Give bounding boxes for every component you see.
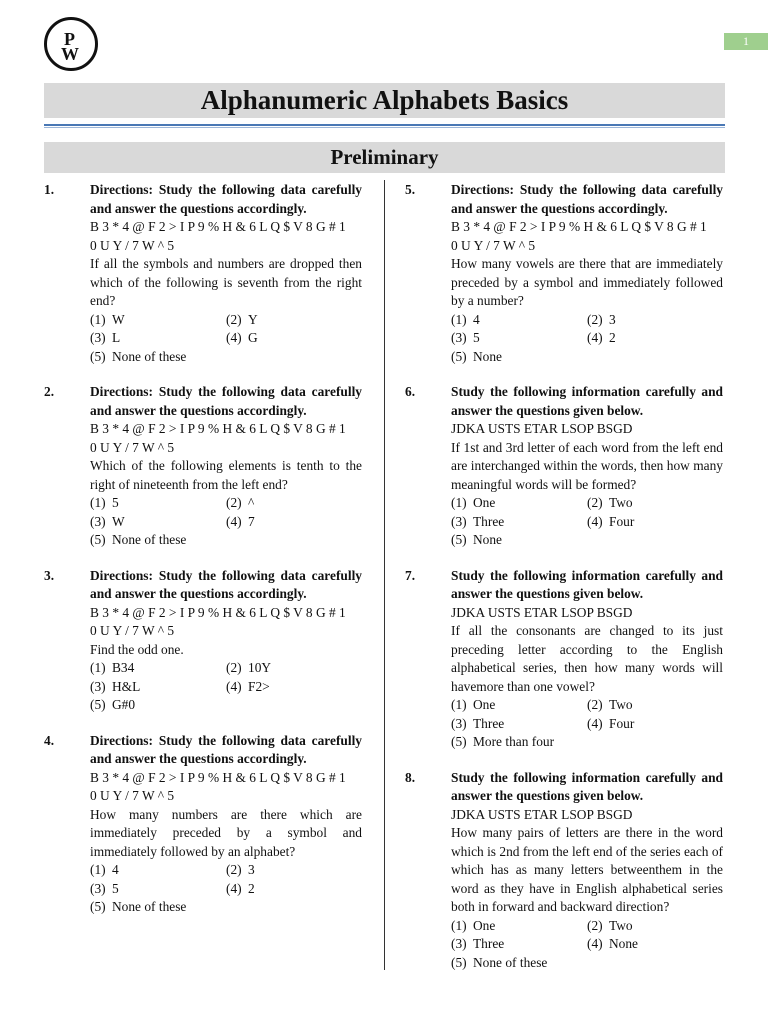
option-item <box>226 678 362 697</box>
option-text: L <box>112 330 121 345</box>
question-series-continued: 0 U Y / 7 W ^ 5 <box>90 237 175 253</box>
question-series-continued: 0 U Y / 7 W ^ 5 <box>90 439 175 455</box>
option-number: (1) <box>451 697 467 712</box>
question-text: How many vowels are there that are immediately preceded by a symbol and immediately followed by a number? <box>451 256 723 308</box>
option-item <box>226 659 362 678</box>
option-item <box>90 329 226 348</box>
title-divider-thin <box>44 127 725 128</box>
option-text: None of these <box>473 954 548 970</box>
question-directions: Directions: Study the following data carefully and answer the questions accordingly. <box>90 384 362 418</box>
option-text: 4 <box>112 862 119 877</box>
question-block <box>44 181 362 366</box>
question-number: 6. <box>405 384 416 399</box>
option-item <box>451 715 587 734</box>
question-directions: Directions: Study the following data carefully and answer the questions accordingly. <box>90 567 362 601</box>
option-text: H&L <box>112 678 141 694</box>
question-text: If all the consonants are changed to its just preceding letter according to the English alphabetical series, then how many words will havemore than one vowel? <box>451 623 723 694</box>
option-number: (4) <box>587 330 603 345</box>
option-item <box>226 880 362 899</box>
option-item <box>90 880 226 899</box>
option-number: (4) <box>226 678 242 694</box>
option-number: (2) <box>226 495 242 510</box>
option-item <box>587 935 723 954</box>
question-block <box>44 567 362 715</box>
option-number: (2) <box>587 311 603 327</box>
option-text: Y <box>248 311 258 327</box>
option-text: None <box>473 348 503 364</box>
title-divider <box>44 124 725 126</box>
option-number: (3) <box>90 330 106 345</box>
question-series-continued: 0 U Y / 7 W ^ 5 <box>90 788 175 803</box>
option-text: None <box>473 532 503 547</box>
pw-logo <box>44 17 98 71</box>
option-item <box>451 329 587 348</box>
question-number: 1. <box>44 182 55 197</box>
option-text: 2 <box>248 880 255 896</box>
svg-text:P: P <box>64 29 75 49</box>
pw-logo-mark <box>47 20 95 68</box>
option-text: 7 <box>248 513 255 529</box>
option-number: (2) <box>226 862 242 877</box>
option-item <box>90 311 226 330</box>
options-list <box>451 917 723 973</box>
column-divider <box>384 180 385 970</box>
option-number: (5) <box>451 954 467 970</box>
option-text: Four <box>609 513 635 529</box>
option-item <box>451 348 587 367</box>
question-text: How many numbers are there which are immediately preceded by a symbol and immediately followed by an alphabet? <box>90 806 362 859</box>
question-text: Find the odd one. <box>90 641 184 657</box>
option-item <box>451 494 587 513</box>
option-text: ^ <box>248 495 255 510</box>
option-number: (4) <box>226 513 242 529</box>
option-item <box>451 917 587 936</box>
question-block <box>405 181 723 366</box>
option-item <box>587 311 723 330</box>
options-list <box>90 659 362 715</box>
option-item <box>226 311 362 330</box>
question-series: B 3 * 4 @ F 2 > I P 9 % H & 6 L Q $ V 8 G # 1 <box>90 604 346 620</box>
option-text: W <box>112 311 125 327</box>
option-item <box>90 696 226 715</box>
option-number: (2) <box>226 311 242 327</box>
option-number: (2) <box>226 660 242 675</box>
option-text: More than four <box>473 734 555 749</box>
option-item <box>451 954 587 973</box>
question-series: B 3 * 4 @ F 2 > I P 9 % H & 6 L Q $ V 8 G # 1 <box>90 219 346 234</box>
option-item <box>90 861 226 880</box>
question-block <box>44 383 362 550</box>
option-number: (5) <box>451 532 467 547</box>
question-directions: Directions: Study the following data carefully and answer the questions accordingly. <box>90 732 362 766</box>
option-text: Two <box>609 917 633 933</box>
option-number: (2) <box>587 697 603 712</box>
option-text: None of these <box>112 348 187 364</box>
question-number: 7. <box>405 567 416 583</box>
question-series-continued: 0 U Y / 7 W ^ 5 <box>90 623 175 638</box>
question-number: 8. <box>405 769 416 785</box>
option-item <box>587 696 723 715</box>
options-list <box>90 311 362 367</box>
option-text: W <box>112 513 125 529</box>
option-number: (3) <box>90 880 106 896</box>
option-text: Three <box>473 513 505 529</box>
question-directions: Directions: Study the following data carefully and answer the questions accordingly. <box>90 182 362 216</box>
left-column <box>44 181 362 934</box>
option-item <box>451 531 587 550</box>
option-item <box>90 513 226 532</box>
question-body <box>451 769 723 973</box>
option-text: G <box>248 330 258 345</box>
question-number: 2. <box>44 384 55 399</box>
option-text: 10Y <box>248 660 272 675</box>
question-block <box>405 383 723 550</box>
options-list <box>451 311 723 367</box>
option-number: (3) <box>451 513 467 529</box>
question-block <box>405 567 723 752</box>
option-item <box>451 733 587 752</box>
question-series: B 3 * 4 @ F 2 > I P 9 % H & 6 L Q $ V 8 G # 1 <box>451 219 707 234</box>
option-number: (1) <box>90 495 106 510</box>
option-item <box>226 861 362 880</box>
page-number: 1 <box>724 33 768 50</box>
option-text: Two <box>609 697 633 712</box>
option-text: 5 <box>473 330 480 345</box>
option-text: 3 <box>248 862 255 877</box>
option-text: B34 <box>112 660 135 675</box>
option-number: (3) <box>90 513 106 529</box>
option-item <box>226 329 362 348</box>
option-text: F2> <box>248 678 270 694</box>
option-number: (5) <box>90 697 106 712</box>
option-number: (4) <box>587 715 603 731</box>
option-text: 3 <box>609 311 616 327</box>
option-item <box>451 513 587 532</box>
option-item <box>587 917 723 936</box>
option-number: (4) <box>226 330 242 345</box>
option-text: One <box>473 495 496 510</box>
option-text: Four <box>609 715 635 731</box>
options-list <box>90 861 362 917</box>
option-item <box>451 311 587 330</box>
option-number: (4) <box>226 880 242 896</box>
option-number: (2) <box>587 917 603 933</box>
question-body <box>90 181 362 366</box>
page-title: Alphanumeric Alphabets Basics <box>44 83 725 118</box>
option-text: One <box>473 917 496 933</box>
option-number: (5) <box>451 348 467 364</box>
question-text: If all the symbols and numbers are dropped then which of the following is seventh from the right end? <box>90 256 362 308</box>
option-text: None of these <box>112 532 187 547</box>
option-item <box>587 329 723 348</box>
question-body <box>90 732 362 917</box>
option-number: (2) <box>587 495 603 510</box>
option-item <box>451 935 587 954</box>
option-number: (3) <box>451 936 467 951</box>
section-heading: Preliminary <box>44 142 725 173</box>
option-number: (5) <box>90 532 106 547</box>
option-number: (1) <box>451 311 467 327</box>
option-text: Three <box>473 715 505 731</box>
option-number: (3) <box>90 678 106 694</box>
question-series: JDKA USTS ETAR LSOP BSGD <box>451 604 633 620</box>
option-text: One <box>473 697 496 712</box>
option-item <box>90 898 226 917</box>
question-series-continued: 0 U Y / 7 W ^ 5 <box>451 237 536 253</box>
option-number: (4) <box>587 513 603 529</box>
question-text: Which of the following elements is tenth to the right of nineteenth from the left end? <box>90 458 362 492</box>
question-text: If 1st and 3rd letter of each word from the left end are interchanged within the words, then how many meaningful words will be formed? <box>451 439 723 492</box>
question-body <box>451 181 723 366</box>
option-item <box>226 494 362 513</box>
option-text: None <box>609 936 639 951</box>
option-text: 4 <box>473 311 480 327</box>
option-text: Three <box>473 936 505 951</box>
option-number: (1) <box>90 862 106 877</box>
question-number: 3. <box>44 567 55 583</box>
option-item <box>587 513 723 532</box>
options-list <box>451 494 723 550</box>
question-series: JDKA USTS ETAR LSOP BSGD <box>451 806 633 822</box>
question-series: B 3 * 4 @ F 2 > I P 9 % H & 6 L Q $ V 8 G # 1 <box>90 421 346 436</box>
option-number: (3) <box>451 330 467 345</box>
question-body <box>451 567 723 752</box>
option-number: (5) <box>90 899 106 914</box>
option-number: (1) <box>90 660 106 675</box>
question-directions: Study the following information carefully and answer the questions given below. <box>451 769 723 803</box>
option-item <box>587 494 723 513</box>
option-text: 5 <box>112 495 119 510</box>
option-number: (1) <box>90 311 106 327</box>
question-directions: Directions: Study the following data carefully and answer the questions accordingly. <box>451 182 723 216</box>
option-number: (5) <box>451 734 467 749</box>
option-item <box>90 348 226 367</box>
options-list <box>90 494 362 550</box>
question-block <box>405 769 723 973</box>
option-text: Two <box>609 495 633 510</box>
option-text: G#0 <box>112 697 136 712</box>
right-column <box>405 181 723 989</box>
question-directions: Study the following information carefully and answer the questions given below. <box>451 567 723 601</box>
option-number: (5) <box>90 348 106 364</box>
option-item <box>90 659 226 678</box>
option-item <box>90 494 226 513</box>
question-series: B 3 * 4 @ F 2 > I P 9 % H & 6 L Q $ V 8 G # 1 <box>90 769 346 785</box>
question-directions: Study the following information carefully and answer the questions given below. <box>451 384 723 418</box>
question-body <box>451 383 723 550</box>
option-number: (4) <box>587 936 603 951</box>
option-number: (3) <box>451 715 467 731</box>
question-text: How many pairs of letters are there in the word which is 2nd from the left end of the series each of which has as many letters betweenthem in the word as they have in English alphabetical series both in forward and backward direction? <box>451 825 723 914</box>
question-series: JDKA USTS ETAR LSOP BSGD <box>451 421 633 436</box>
option-number: (1) <box>451 917 467 933</box>
svg-text:W: W <box>61 44 79 64</box>
question-block <box>44 732 362 917</box>
option-item <box>451 696 587 715</box>
option-item <box>587 715 723 734</box>
question-body <box>90 383 362 550</box>
question-number: 5. <box>405 182 416 197</box>
option-item <box>90 531 226 550</box>
option-item <box>90 678 226 697</box>
question-body <box>90 567 362 715</box>
option-text: None of these <box>112 899 187 914</box>
option-number: (1) <box>451 495 467 510</box>
option-text: 2 <box>609 330 616 345</box>
option-text: 5 <box>112 880 119 896</box>
question-number: 4. <box>44 732 55 748</box>
option-item <box>226 513 362 532</box>
options-list <box>451 696 723 752</box>
